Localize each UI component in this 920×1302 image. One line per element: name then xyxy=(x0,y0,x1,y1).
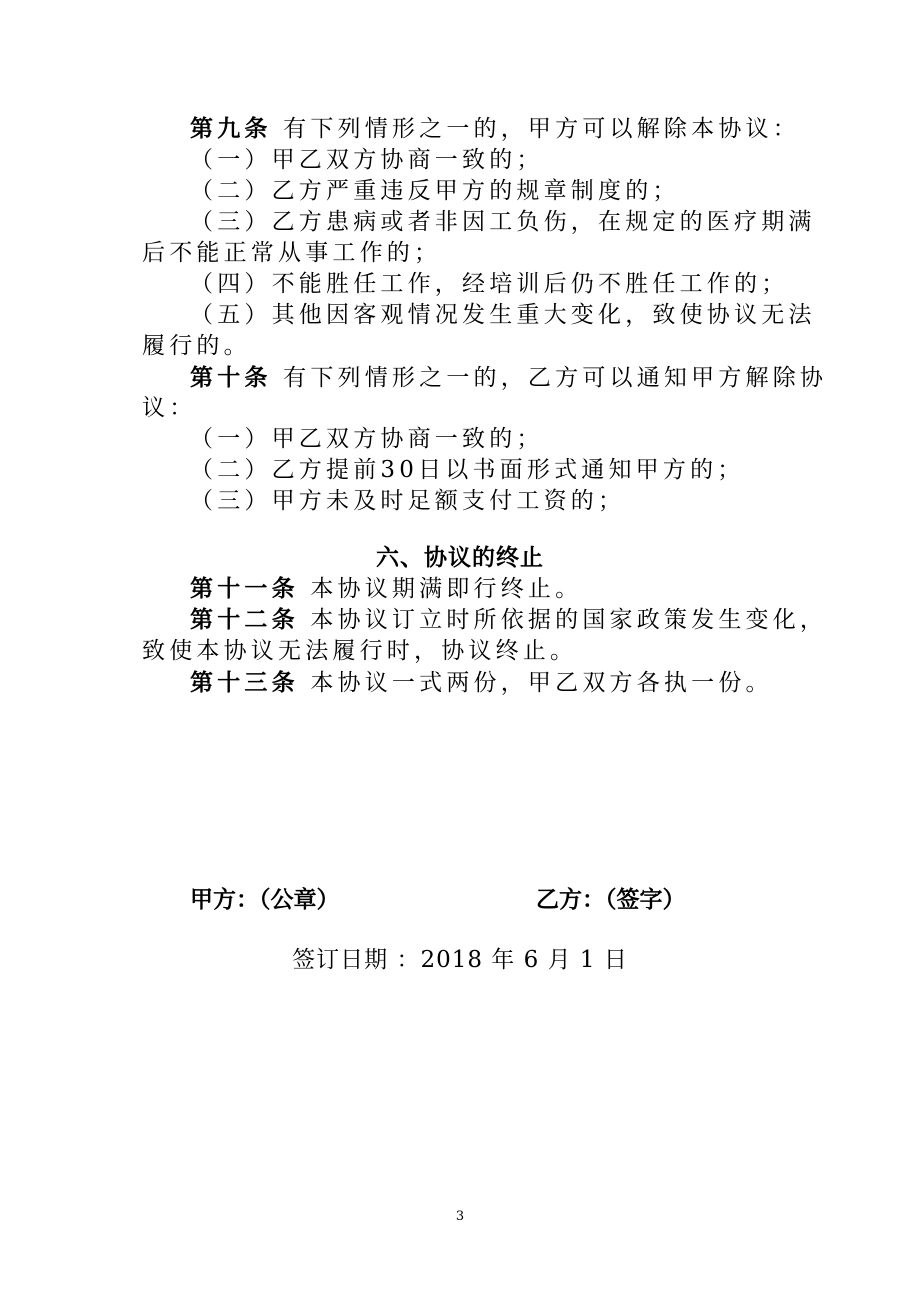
article-13-line xyxy=(190,667,830,699)
article-10-item-1: （一）甲乙双方协商一致的； xyxy=(190,426,544,452)
article-9-item-3: （三）乙方患病或者非因工负伤，在规定的医疗期满 xyxy=(190,209,816,235)
article-12-label: 第十二条 xyxy=(190,606,299,633)
article-11-line xyxy=(190,573,830,605)
article-9-label: 第九条 xyxy=(190,115,272,142)
article-9-item-2: （二）乙方严重违反甲方的规章制度的； xyxy=(190,178,680,204)
article-10-item-3: （三）甲方未及时足额支付工资的； xyxy=(190,488,626,514)
article-13-label: 第十三条 xyxy=(190,669,299,696)
section-6-heading: 六、协议的终止 xyxy=(376,544,544,571)
article-9-intro: 有下列情形之一的，甲方可以解除本协议： xyxy=(283,116,800,142)
article-13-text: 本协议一式两份，甲乙双方各执一份。 xyxy=(310,670,773,696)
article-9-item-4: （四）不能胜任工作，经培训后仍不胜任工作的； xyxy=(190,271,789,297)
article-10-intro: 有下列情形之一的，乙方可以通知甲方解除协 xyxy=(283,365,828,391)
page-number: 3 xyxy=(455,1209,465,1224)
article-12-line xyxy=(190,604,830,636)
sign-date: 签订日期 ：2018 年 6 月 1 日 xyxy=(292,947,628,973)
article-12-text: 本协议订立时所依据的国家政策发生变化， xyxy=(310,607,828,633)
article-9-item-5-cont: 履行的。 xyxy=(142,333,251,359)
article-9-item-3-cont: 后不能正常从事工作的； xyxy=(142,240,442,266)
article-10-item-2: （二）乙方提前30日以书面形式通知甲方的； xyxy=(190,457,745,483)
article-11-text: 本协议期满即行终止。 xyxy=(310,576,583,602)
article-9-line xyxy=(190,113,830,145)
party-a-signature: 甲方：（公章） xyxy=(190,886,340,913)
article-11-label: 第十一条 xyxy=(190,575,299,602)
article-12-text-cont: 致使本协议无法履行时，协议终止。 xyxy=(142,638,578,664)
article-10-intro-cont: 议： xyxy=(142,395,197,421)
article-9-item-1: （一）甲乙双方协商一致的； xyxy=(190,147,544,173)
article-10-label: 第十条 xyxy=(190,364,272,391)
article-9-item-5: （五）其他因客观情况发生重大变化，致使协议无法 xyxy=(190,302,816,328)
party-b-signature: 乙方：（签字） xyxy=(536,886,686,913)
article-10-line xyxy=(190,362,830,394)
